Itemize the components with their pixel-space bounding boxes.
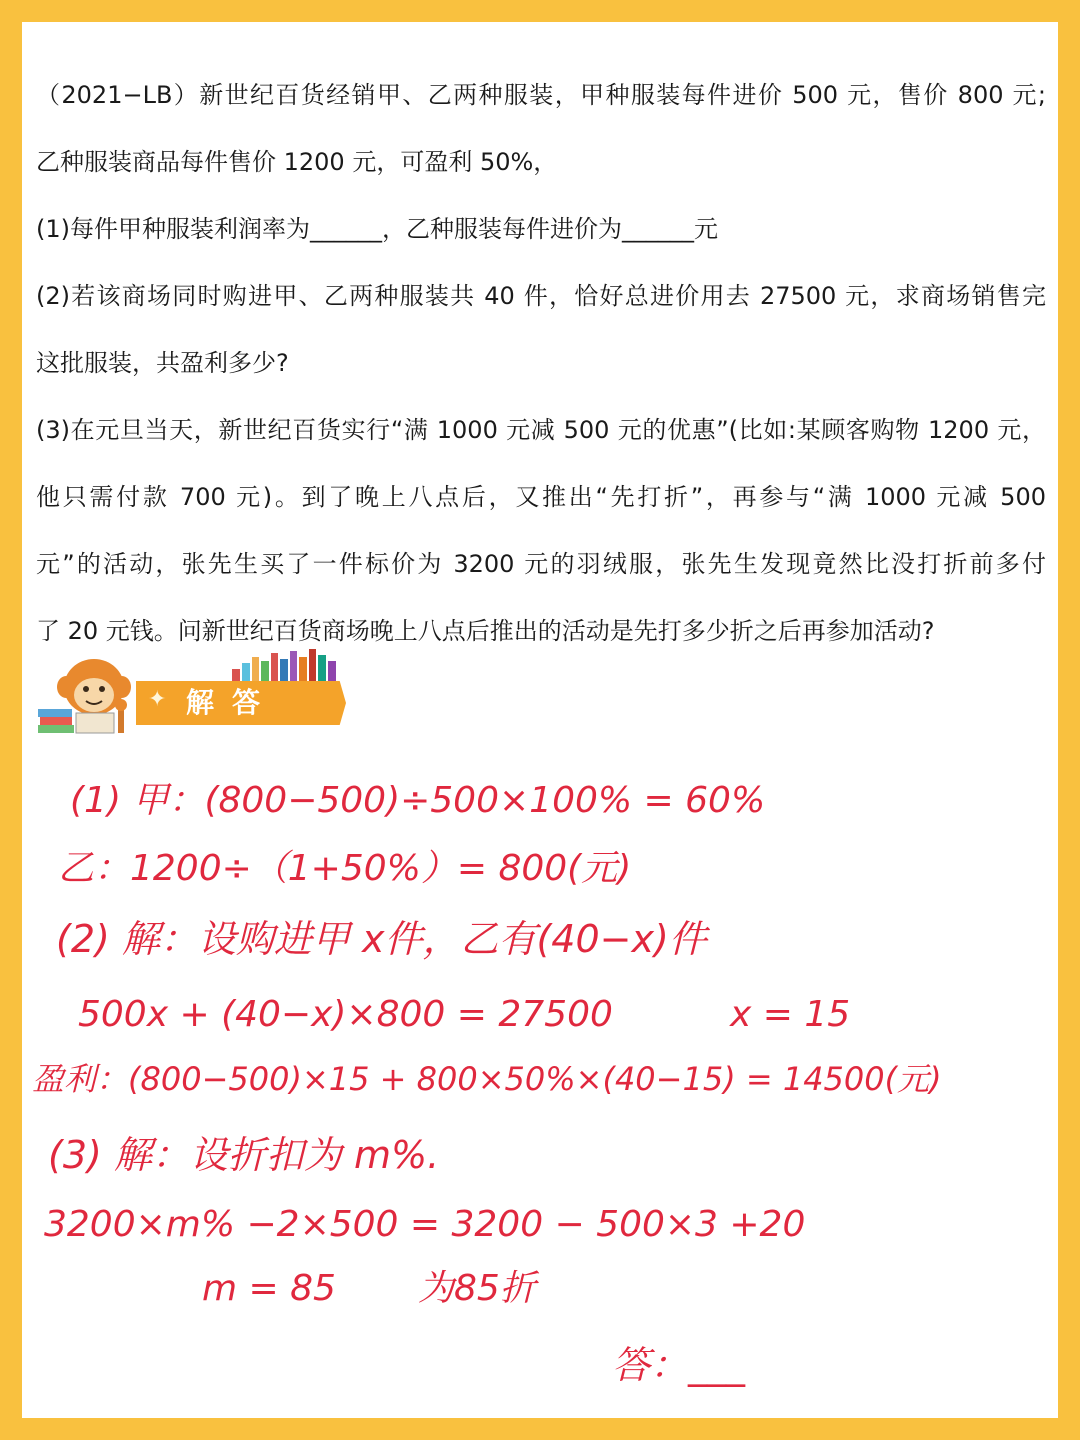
answer-line-9: 答：___ [612, 1343, 746, 1387]
answer-line-4-result: x = 15 [730, 994, 851, 1035]
problem-line-2: 乙种服装商品每件售价 1200 元，可盈利 50%， [36, 148, 558, 176]
question-2: (2)若该商场同时购进甲、乙两种服装共 40 件，恰好总进价用去 27500 元，求商场销售完 [36, 282, 1046, 310]
answer-line-5: 盈利：(800−500)×15 + 800×50%×(40−15) = 14500(元) [32, 1060, 942, 1098]
answer-line-8-result: 为85折 [418, 1268, 536, 1309]
answer-line-3: (2) 解：设购进甲 x件，乙有(40−x)件 [56, 917, 707, 961]
question-2-cont: 这批服装，共盈利多少? [36, 349, 289, 377]
answer-line-4: 500x + (40−x)×800 = 27500 [78, 994, 613, 1035]
question-3-cont-2: 元”的活动，张先生买了一件标价为 3200 元的羽绒服，张先生发现竟然比没打折前多付 [36, 550, 1046, 578]
question-1: (1)每件甲种服装利润率为______，乙种服装每件进价为______元 [36, 215, 718, 243]
sparkle-icon: ✦ [148, 687, 167, 712]
question-3: (3)在元旦当天，新世纪百货实行“满 1000 元减 500 元的优惠”(比如:某顾客购物 1200 元， [36, 416, 1046, 444]
answer-line-1: (1) 甲：(800−500)÷500×100% = 60% [70, 780, 766, 821]
answer-line-7: 3200×m% −2×500 = 3200 − 500×3 +20 [44, 1204, 806, 1245]
answer-line-8: m = 85 [202, 1268, 336, 1309]
answer-line-2: 乙：1200÷（1+50%）= 800(元) [58, 848, 632, 889]
question-3-cont-3: 了 20 元钱。问新世纪百货商场晚上八点后推出的活动是先打多少折之后再参加活动? [36, 617, 935, 645]
worksheet-page [22, 22, 1058, 1418]
problem-line-1: （2021−LB）新世纪百货经销甲、乙两种服装，甲种服装每件进价 500 元，售价 800 元; [36, 81, 1046, 109]
answer-line-6: (3) 解：设折扣为 m%. [48, 1133, 440, 1177]
question-3-cont-1: 他只需付款 700 元)。到了晚上八点后，又推出“先打折”，再参与“满 1000 元减 500 [36, 483, 1046, 511]
handwritten-solution [22, 22, 1058, 1418]
banner-label: 解答 [186, 686, 279, 719]
